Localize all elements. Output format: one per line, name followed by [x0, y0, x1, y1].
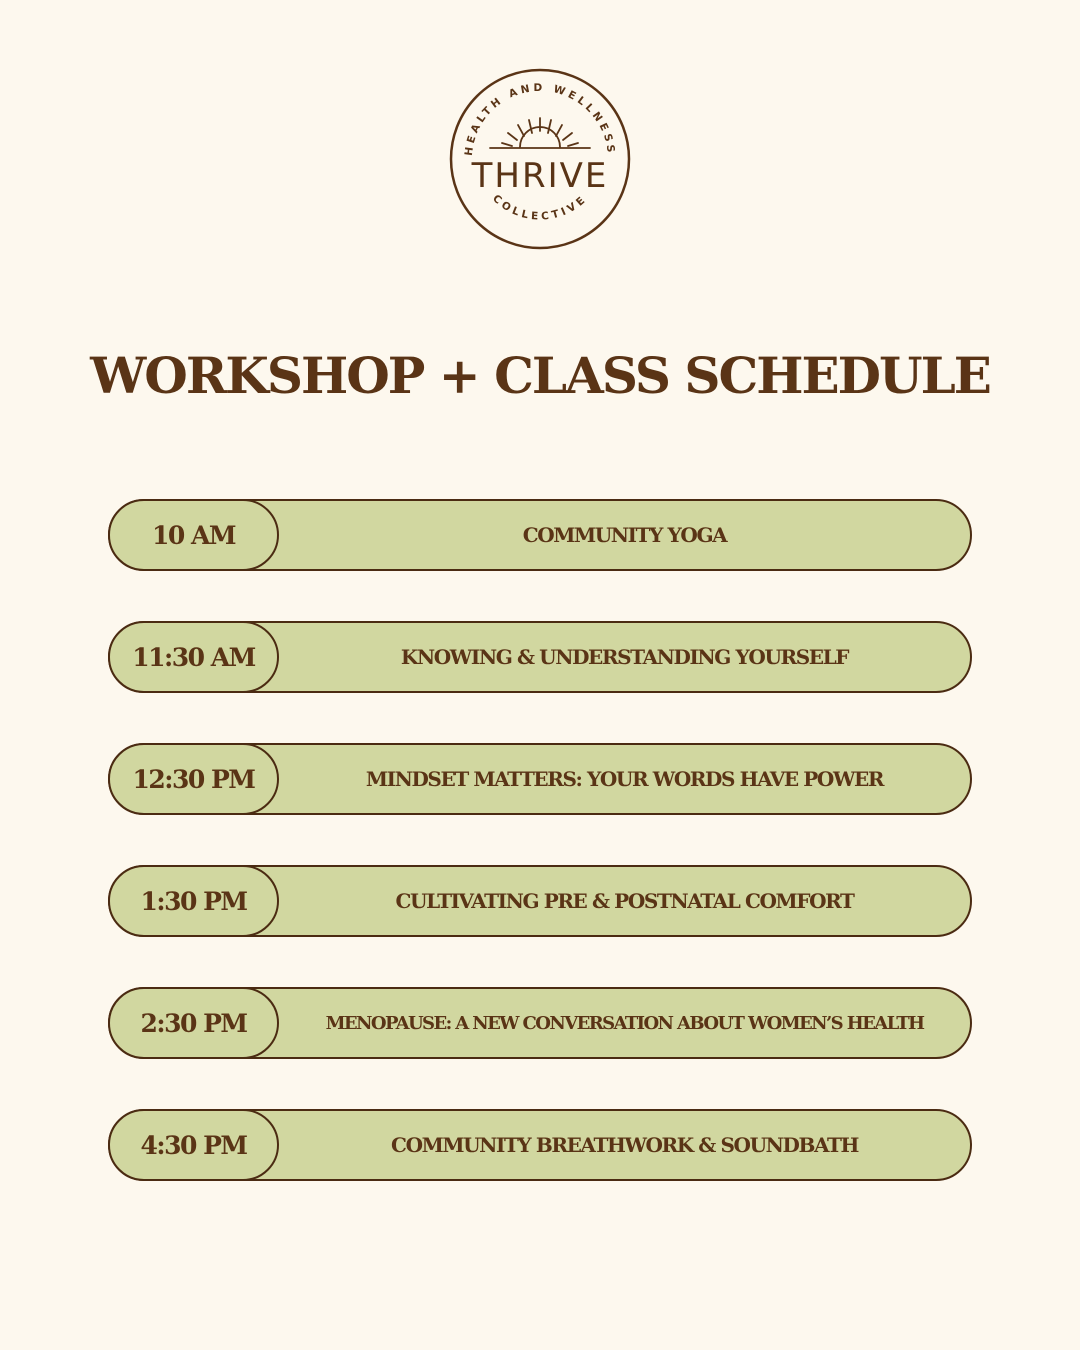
thrive-collective-logo	[448, 67, 632, 251]
logo-seal	[448, 67, 632, 251]
time-label: 1:30 PM	[108, 865, 279, 937]
event-title: MINDSET MATTERS: YOUR WORDS HAVE POWER	[365, 767, 884, 791]
event-title: MENOPAUSE: A NEW CONVERSATION ABOUT WOMEN’S HEALTH	[325, 1012, 924, 1034]
time-label: 12:30 PM	[108, 743, 279, 815]
schedule-row	[108, 621, 972, 693]
schedule-row	[108, 865, 972, 937]
page-title: WORKSHOP + CLASS SCHEDULE	[90, 346, 990, 405]
event-title: COMMUNITY YOGA	[522, 523, 727, 547]
time-label: 11:30 AM	[108, 621, 279, 693]
sunrise-icon	[490, 118, 590, 148]
schedule-row	[108, 499, 972, 571]
logo-brand-name: THRIVE	[471, 156, 609, 196]
svg-text:COLLECTIVE	[490, 193, 590, 223]
schedule-row	[108, 1109, 972, 1181]
event-title: KNOWING & UNDERSTANDING YOURSELF	[400, 645, 849, 669]
schedule-row	[108, 743, 972, 815]
schedule-list	[108, 499, 972, 1181]
event-title: CULTIVATING PRE & POSTNATAL COMFORT	[395, 889, 854, 913]
logo-arc-bottom-text: COLLECTIVE	[490, 192, 590, 223]
schedule-row	[108, 987, 972, 1059]
time-label: 4:30 PM	[108, 1109, 279, 1181]
logo-arc-top-text: HEALTH AND WELLNESS	[462, 81, 618, 157]
time-label: 2:30 PM	[108, 987, 279, 1059]
time-label: 10 AM	[108, 499, 279, 571]
event-title: COMMUNITY BREATHWORK & SOUNDBATH	[391, 1133, 858, 1157]
